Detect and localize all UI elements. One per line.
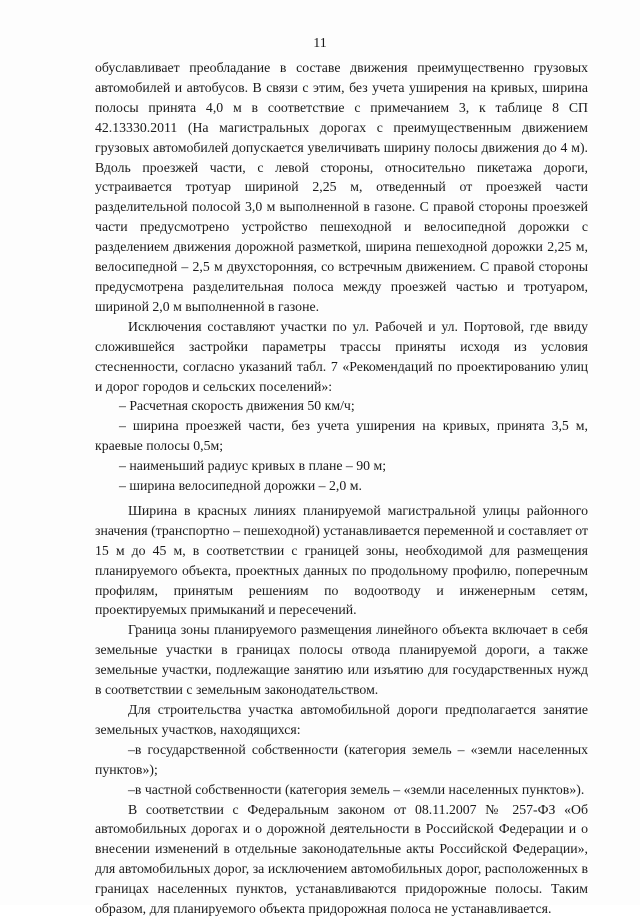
paragraph-land-plots: Для строительства участка автомобильной дороги предполагается занятие земельных участков, находящихся: [95, 702, 588, 737]
paragraph-federal-law: В соответствии с Федеральным законом от 08.11.2007 № 257-ФЗ «Об автомобильных дорогах и о дорожной деятельности в Российской Федерации и о внесении изменений в отдельные законодательные акты Российской Федерации», для автомобильных дорог, за исключением автомобильных дорог, расположенных в границах населенных пунктов, устанавливаются придорожные полосы. Таким образом, для планируемого объекта придорожная полоса не устанавливается. [95, 801, 588, 917]
document-body [95, 58, 588, 919]
page-number: 11 [313, 36, 327, 51]
paragraph-zone-boundary: Граница зоны планируемого размещения линейного объекта включает в себя земельные участки в границах полосы отвода планируемой дороги, а также земельные участки, подлежащие занятию или изъятию для государственных нужд в соответствии с земельным законодательством. [95, 622, 588, 698]
list-item-private-property: –в частной собственности (категория земель – «земли населенных пунктов»). [128, 781, 585, 797]
paragraph-exceptions: Исключения составляют участки по ул. Рабочей и ул. Портовой, где ввиду сложившейся застройки параметры трассы приняты исходя из условия стесненности, согласно указаний табл. 7 «Рекомендаций по проектированию улиц и дорог городов и сельских поселений»: [95, 318, 588, 394]
list-item-bike-path-width: – ширина велосипедной дорожки – 2,0 м. [119, 478, 362, 494]
list-item-speed: – Расчетная скорость движения 50 км/ч; [119, 398, 355, 414]
paragraph-continuation: обуславливает преобладание в составе движения преимущественно грузовых автомобилей и автобусов. В связи с этим, без учета уширения на кривых, ширина полосы принята 4,0 м в соответствие с примечанием 3, к таблице 8 СП 42.13330.2011 (На магистральных дорогах с преимущественным движением грузовых автомобилей допускается увеличивать ширину полосы движения до 4 м). Вдоль проезжей части, с левой стороны, относительно пикетажа дороги, устраивается тротуар шириной 2,25 м, отведенный от проезжей части разделительной полосой 3,0 м выполненной в газоне. С правой стороны проезжей части предусмотрено устройство пешеходной и велосипедной дорожки с разделением движения дорожной разметкой, ширина пешеходной дорожки 2,25 м, велосипедной – 2,5 м двухсторонняя, со встречным движением. С правой стороны предусмотрена разделительная полоса между проезжей частью и тротуаром, шириной 2,0 м выполненной в газоне. [95, 60, 588, 314]
list-item-state-property: –в государственной собственности (категория земель – «земли населенных пунктов»); [95, 741, 588, 777]
paragraph-red-lines-width: Ширина в красных линиях планируемой магистральной улицы районного значения (транспортно – пешеходной) устанавливается переменной и составляет от 15 м до 45 м, в соответствии с границей зоны, необходимой для размещения планируемого объекта, проектных данных по продольному профилю, поперечным профилям, принятым решениям по водоотводу и инженерным сетям, проектируемых примыканий и пересечений. [95, 502, 588, 618]
list-item-carriageway-width: – ширина проезжей части, без учета уширения на кривых, принята 3,5 м, краевые полосы 0,5м; [95, 418, 588, 454]
list-item-curve-radius: – наименьший радиус кривых в плане – 90 м; [119, 458, 387, 474]
